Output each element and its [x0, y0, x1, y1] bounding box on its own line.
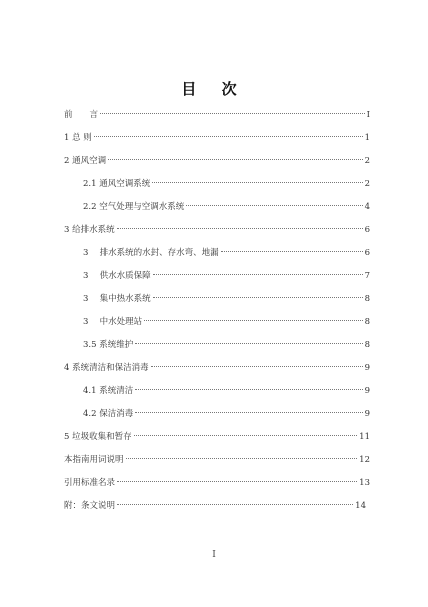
- toc-entry-label: 3 供水水质保障: [83, 271, 151, 281]
- toc-entry-label: 2 通风空调: [64, 156, 107, 166]
- toc-entry-page: 7: [364, 271, 370, 281]
- toc-entry-page: 9: [364, 409, 370, 419]
- toc-entry-label: 本指南用词说明: [64, 455, 124, 465]
- toc-entry-3-1[interactable]: [83, 246, 370, 260]
- toc-leader: [152, 182, 362, 183]
- toc-entry-ventilation[interactable]: [64, 154, 370, 168]
- toc-entry-page: 14: [355, 501, 366, 511]
- toc-entry-page: 11: [359, 432, 370, 442]
- toc-entry-page: I: [366, 110, 370, 120]
- toc-entry-3-5[interactable]: [83, 338, 370, 352]
- toc-entry-foreword[interactable]: [64, 108, 370, 122]
- toc-entry-3-2[interactable]: [83, 269, 370, 283]
- toc-entry-water-supply[interactable]: [64, 223, 370, 237]
- toc-leader: [135, 389, 362, 390]
- toc-entry-3-3[interactable]: [83, 292, 370, 306]
- toc-leader: [100, 113, 365, 114]
- toc-entry-4-2[interactable]: [83, 407, 370, 421]
- toc-entry-label: 3 排水系统的水封、存水弯、地漏: [83, 248, 219, 258]
- toc-leader: [126, 458, 358, 459]
- toc-leader: [135, 343, 362, 344]
- page-number: I: [212, 550, 216, 560]
- toc-entry-page: 1: [364, 133, 370, 143]
- toc-leader: [94, 136, 363, 137]
- toc-leader: [135, 412, 362, 413]
- toc-entry-label: 4.1 系统清洁: [83, 386, 134, 396]
- toc-leader: [151, 366, 363, 367]
- toc-leader: [134, 435, 358, 436]
- toc-entry-page: 2: [364, 156, 370, 166]
- toc-entry-label: 4 系统清洁和保洁消毒: [64, 363, 149, 373]
- toc-entry-wording[interactable]: [64, 453, 370, 467]
- toc-entry-label: 3 给排水系统: [64, 225, 115, 235]
- toc-leader: [117, 481, 357, 482]
- toc-leader: [221, 251, 363, 252]
- toc-entry-page: 6: [364, 225, 370, 235]
- toc-entry-general[interactable]: [64, 131, 370, 145]
- toc-entry-standards[interactable]: [64, 476, 370, 490]
- toc-leader: [186, 205, 362, 206]
- toc-title: 目 次: [181, 80, 247, 98]
- toc-entry-label: 3.5 系统维护: [83, 340, 134, 350]
- toc-entry-label: 2.2 空气处理与空调水系统: [83, 202, 185, 212]
- toc-entry-page: 8: [364, 294, 370, 304]
- toc-entry-label: 5 垃圾收集和暂存: [64, 432, 132, 442]
- toc-leader: [144, 320, 362, 321]
- toc-leader: [153, 297, 363, 298]
- toc-entry-label: 前 言: [64, 110, 99, 120]
- toc-entry-3-4[interactable]: [83, 315, 370, 329]
- toc-entry-4-1[interactable]: [83, 384, 370, 398]
- toc-leader: [108, 159, 362, 160]
- toc-entry-label: 3 集中热水系统: [83, 294, 151, 304]
- toc-entry-page: 12: [359, 455, 370, 465]
- toc-leader: [117, 504, 353, 505]
- toc-entry-label: 1 总 则: [64, 133, 92, 143]
- toc-leader: [153, 274, 363, 275]
- toc-entry-cleaning[interactable]: [64, 361, 370, 375]
- toc-entry-page: 2: [364, 179, 370, 189]
- toc-entry-label: 4.2 保洁消毒: [83, 409, 134, 419]
- toc-entry-label: 引用标准名录: [64, 478, 116, 488]
- toc-entry-2-2[interactable]: [83, 200, 370, 214]
- toc-entry-2-1[interactable]: [83, 177, 370, 191]
- toc-entry-page: 9: [364, 386, 370, 396]
- toc-entry-page: 6: [364, 248, 370, 258]
- toc-entry-label: 2.1 通风空调系统: [83, 179, 151, 189]
- toc-entry-label: 3 中水处理站: [83, 317, 143, 327]
- toc-entry-label: 附：条文说明: [64, 501, 116, 511]
- toc-entry-page: 4: [364, 202, 370, 212]
- toc-entry-waste[interactable]: [64, 430, 370, 444]
- toc-entry-page: 8: [364, 317, 370, 327]
- toc-entry-appendix[interactable]: [64, 499, 366, 513]
- toc-entry-page: 8: [364, 340, 370, 350]
- toc-entry-page: 9: [364, 363, 370, 373]
- toc-leader: [117, 228, 363, 229]
- toc-entry-page: 13: [359, 478, 370, 488]
